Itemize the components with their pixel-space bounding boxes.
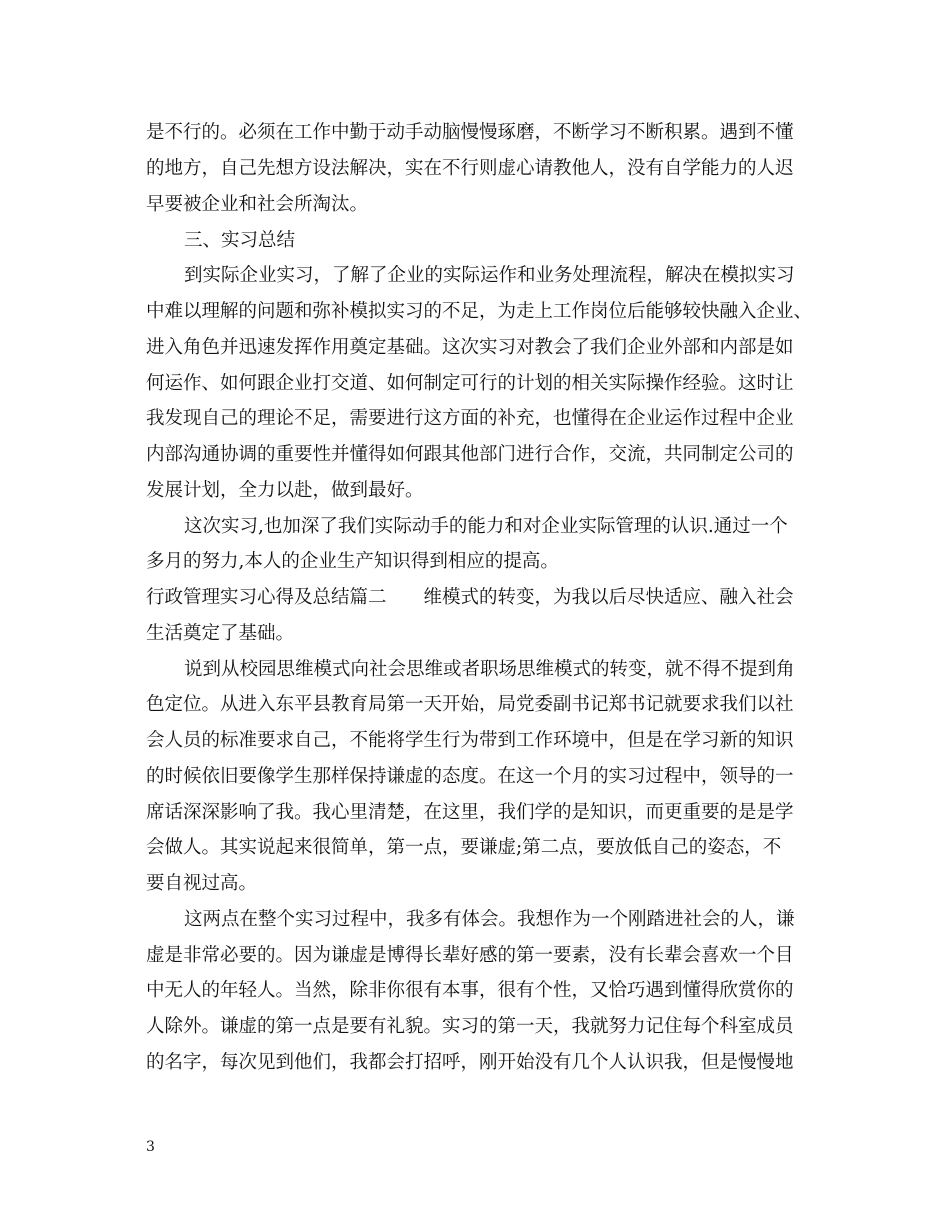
section-heading: 三、实习总结	[184, 230, 296, 251]
text-line: 发展计划，全力以赴，做到最好。	[146, 480, 424, 501]
text-line: 席话深深影响了我。我心里清楚，在这里，我们学的是知识，而更重要的是是学	[146, 802, 794, 823]
text-line: 多月的努力,本人的企业生产知识得到相应的提高。	[146, 551, 559, 572]
text-line: 的名字，每次见到他们，我都会打招呼，刚开始没有几个人认识我，但是慢慢地	[146, 1052, 794, 1073]
text-line: 这次实习,也加深了我们实际动手的能力和对企业实际管理的认识.通过一个	[184, 516, 788, 537]
text-line: 进入角色并迅速发挥作用奠定基础。这次实习对教会了我们企业外部和内部是如	[146, 337, 794, 358]
text-line: 虚是非常必要的。因为谦虚是博得长辈好感的第一要素，没有长辈会喜欢一个目	[146, 945, 794, 966]
text-line: 人除外。谦虚的第一点是要有礼貌。实习的第一天，我就努力记住每个科室成员	[146, 1016, 794, 1037]
text-line: 生活奠定了基础。	[146, 623, 295, 644]
text-line: 内部沟通协调的重要性并懂得如何跟其他部门进行合作，交流，共同制定公司的	[146, 444, 794, 465]
article-title-line: 行政管理实习心得及总结篇二 维模式的转变，为我以后尽快适应、融入社会	[146, 587, 794, 608]
text-line: 这两点在整个实习过程中，我多有体会。我想作为一个刚踏进社会的人，谦	[184, 909, 795, 930]
text-line: 会人员的标准要求自己，不能将学生行为带到工作环境中，但是在学习新的知识	[146, 730, 794, 751]
text-line: 到实际企业实习，了解了企业的实际运作和业务处理流程，解决在模拟实习	[184, 265, 795, 286]
page-number: 3	[146, 1139, 155, 1155]
text-line: 要自视过高。	[146, 873, 258, 894]
text-line: 中无人的年轻人。当然，除非你很有本事，很有个性，又恰巧遇到懂得欣赏你的	[146, 980, 794, 1001]
text-line: 何运作、如何跟企业打交道、如何制定可行的计划的相关实际操作经验。这时让	[146, 373, 794, 394]
text-line: 说到从校园思维模式向社会思维或者职场思维模式的转变，就不得不提到角	[184, 659, 795, 680]
text-line: 中难以理解的问题和弥补模拟实习的不足，为走上工作岗位后能够较快融入企业、	[146, 301, 813, 322]
text-line: 的地方，自己先想方设法解决，实在不行则虚心请教他人，没有自学能力的人迟	[146, 158, 794, 179]
text-line: 我发现自己的理论不足，需要进行这方面的补充，也懂得在企业运作过程中企业	[146, 408, 794, 429]
text-line: 色定位。从进入东平县教育局第一天开始，局党委副书记郑书记就要求我们以社	[146, 694, 794, 715]
text-line: 早要被企业和社会所淘汰。	[146, 194, 369, 215]
text-line: 是不行的。必须在工作中勤于动手动脑慢慢琢磨，不断学习不断积累。遇到不懂	[146, 122, 794, 143]
text-line: 会做人。其实说起来很简单，第一点，要谦虚;第二点，要放低自己的姿态，不	[146, 837, 782, 858]
text-line: 的时候依旧要像学生那样保持谦虚的态度。在这一个月的实习过程中，领导的一	[146, 766, 794, 787]
